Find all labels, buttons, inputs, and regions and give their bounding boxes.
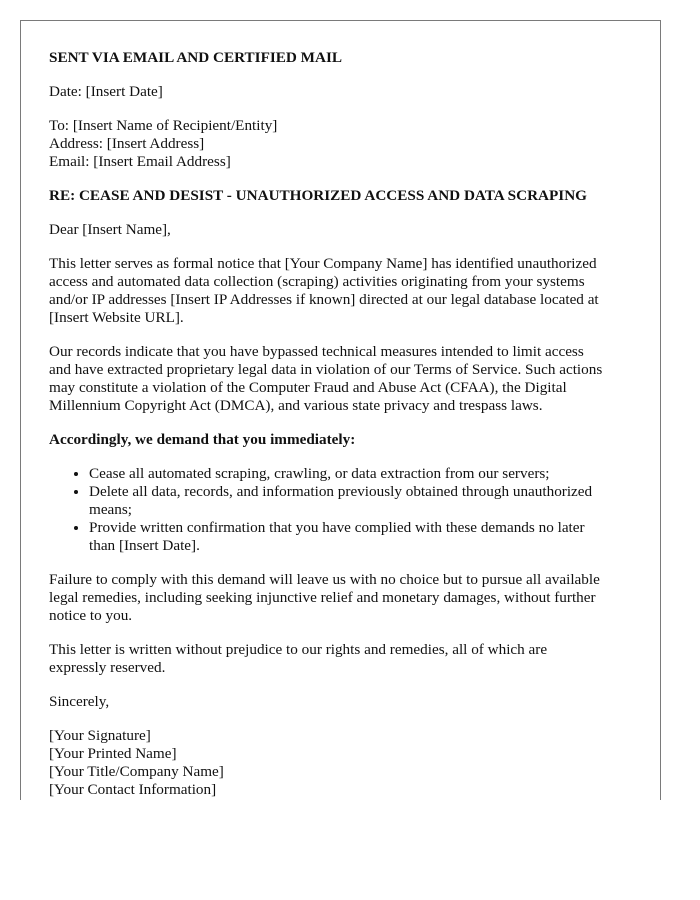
paragraph-line: Millennium Copyright Act (DMCA), and various state privacy and trespass laws.	[49, 397, 543, 414]
paragraph-line: notice to you.	[49, 607, 133, 624]
paragraph-line: may constitute a violation of the Computer Fraud and Abuse Act (CFAA), the Digital	[49, 379, 567, 396]
demand-item-cease	[89, 465, 639, 483]
demand-line: means;	[89, 501, 133, 518]
paragraph-line: and have extracted proprietary legal data in violation of our Terms of Service. Such actions	[49, 361, 603, 378]
recipient-block	[49, 117, 639, 171]
subject-line: RE: CEASE AND DESIST - UNAUTHORIZED ACCESS AND DATA SCRAPING	[49, 187, 587, 204]
salutation: Dear [Insert Name],	[49, 221, 171, 238]
recipient-address: Address: [Insert Address]	[49, 135, 205, 152]
paragraph-line: [Insert Website URL].	[49, 309, 184, 326]
paragraph-reservation	[49, 641, 639, 677]
demand-line: • Cease all automated scraping, crawling, or data extraction from our servers;	[89, 465, 550, 482]
demand-item-delete	[89, 483, 639, 519]
paragraph-line: access and automated data collection (scraping) activities originating from your systems	[49, 273, 585, 290]
paragraph-line: and/or IP addresses [Insert IP Addresses if known] directed at our legal database located at	[49, 291, 599, 308]
paragraph-notice	[49, 255, 639, 327]
delivery-method-heading: SENT VIA EMAIL AND CERTIFIED MAIL	[49, 49, 343, 66]
printed-name-line: [Your Printed Name]	[49, 745, 177, 762]
letter-page	[20, 20, 661, 800]
paragraph-line: This letter is written without prejudice to our rights and remedies, all of which are	[49, 641, 548, 658]
paragraph-line: expressly reserved.	[49, 659, 166, 676]
letter-date: Date: [Insert Date]	[49, 83, 163, 100]
demand-line: • Delete all data, records, and information previously obtained through unauthorized	[89, 483, 593, 500]
paragraph-line: Our records indicate that you have bypassed technical measures intended to limit access	[49, 343, 584, 360]
signature-block	[49, 727, 639, 799]
demand-line: than [Insert Date].	[89, 537, 200, 554]
closing: Sincerely,	[49, 693, 110, 710]
demand-item-confirm	[89, 519, 639, 555]
paragraph-consequences	[49, 571, 639, 625]
demand-list	[49, 465, 639, 555]
letter-content	[49, 49, 639, 799]
demand-heading: Accordingly, we demand that you immediately:	[49, 431, 356, 448]
title-company-line: [Your Title/Company Name]	[49, 763, 224, 780]
recipient-name: To: [Insert Name of Recipient/Entity]	[49, 117, 278, 134]
paragraph-line: legal remedies, including seeking injunctive relief and monetary damages, without further	[49, 589, 596, 606]
paragraph-line: Failure to comply with this demand will leave us with no choice but to pursue all available	[49, 571, 600, 588]
paragraph-line: This letter serves as formal notice that [Your Company Name] has identified unauthorized	[49, 255, 597, 272]
demand-line: • Provide written confirmation that you have complied with these demands no later	[89, 519, 585, 536]
signature-line: [Your Signature]	[49, 727, 151, 744]
paragraph-violation	[49, 343, 639, 415]
contact-info-line: [Your Contact Information]	[49, 781, 217, 798]
recipient-email: Email: [Insert Email Address]	[49, 153, 231, 170]
